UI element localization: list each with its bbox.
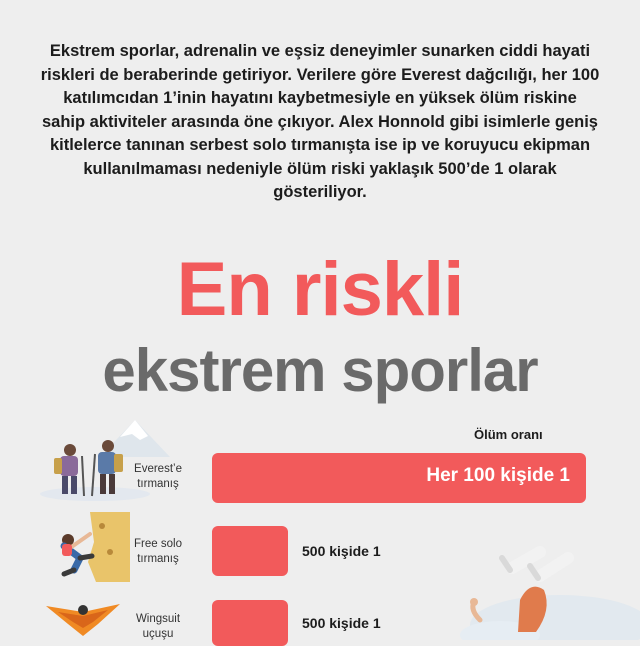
- category-label-line: tırmanış: [137, 478, 179, 490]
- bar-free-solo: [212, 526, 288, 576]
- category-label-line: Everest’e: [134, 463, 182, 475]
- category-label-line: tırmanış: [137, 553, 179, 565]
- intro-paragraph: Ekstrem sporlar, adrenalin ve eşsiz deneyimler sunarken ciddi hayati riskleri de beraberinde getiriyor. Verilere göre Everest dağcılığı, her 100 katılımcıdan 1’inin hayatını kaybetmesiyle en yüksek ölüm riskine sahip aktiviteler arasında öne çıkıyor. Alex Honnold gibi isimlerle geniş kitlelerce tanınan serbest solo tırmanışta ise ip ve koruyucu ekipman kullanılmaması nedeniyle ölüm riski yaklaşık 500’de 1 olarak gösteriliyor.: [40, 42, 600, 201]
- mountain-climbers-illustration: [40, 412, 170, 502]
- value-label-everest: Her 100 kişide 1: [426, 465, 570, 486]
- wingsuit-flyer-illustration: [38, 598, 128, 640]
- category-label-line: uçuşu: [142, 628, 174, 640]
- title-line-1: En riskli: [176, 247, 464, 332]
- value-label-wingsuit: 500 kişide 1: [302, 615, 381, 631]
- bar-wingsuit: [212, 600, 288, 646]
- title-line-2: ekstrem sporlar: [102, 337, 538, 404]
- value-column-header: Ölüm oranı: [474, 427, 543, 442]
- category-label-line: Free solo: [134, 538, 182, 550]
- category-label-line: Wingsuit: [135, 613, 181, 625]
- skydiver-illustration: [440, 540, 640, 640]
- value-label-free-solo: 500 kişide 1: [302, 543, 381, 559]
- rock-climber-illustration: [40, 512, 130, 582]
